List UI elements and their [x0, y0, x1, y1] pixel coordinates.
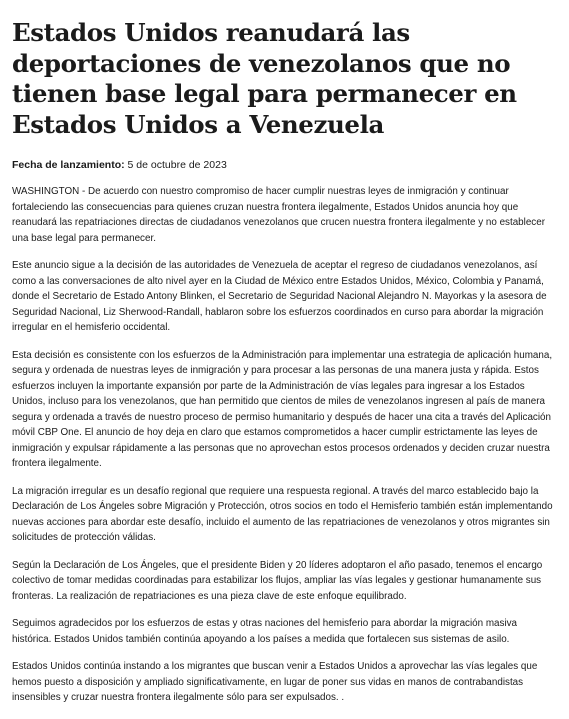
page-title: Estados Unidos reanudará las deportaciones de venezolanos que no tienen base legal para permanecer en Estados Unidos a Venezuela — [12, 18, 517, 139]
paragraph-4: La migración irregular es un desafío regional que requiere una respuesta regional. A través del marco establecido bajo la Declaración de Los Ángeles sobre Migración y Protección, otros socios en todo el Hemisferio también están implementando nuevas acciones para abordar este desafío, incluido el aumento de las repatriaciones de venezolanos y otros migrantes sin solicitudes de protección válidas. — [12, 485, 553, 543]
paragraph-1: WASHINGTON - De acuerdo con nuestro compromiso de hacer cumplir nuestras leyes de inmigración y continuar fortaleciendo las consecuencias para quienes cruzan nuestra frontera ilegalmente, Estados Unidos anuncia hoy que reanudará las repatriaciones directas de ciudadanos venezolanos que crucen nuestra frontera ilegalmente y no establecer una base legal para permanecer. — [12, 186, 545, 244]
paragraph-7: Estados Unidos continúa instando a los migrantes que buscan venir a Estados Unidos a aprovechar las vías legales que hemos puesto a disposición y ampliado significativamente, en lugar de poner sus vidas en manos de contrabandistas insensibles y cruzar nuestra frontera ilegalmente sólo para ser expulsados. . — [12, 661, 538, 703]
paragraph-5: Según la Declaración de Los Ángeles, que el presidente Biden y 20 líderes adoptaron el año pasado, tenemos el encargo colectivo de tomar medidas coordinadas para estabilizar los flujos, ampliar las vías legales y gestionar humanamente sus fronteras. La realización de repatriaciones es una pieza clave de este enfoque equilibrado. — [12, 559, 543, 602]
article-body — [12, 184, 558, 706]
release-date-line — [12, 158, 558, 172]
release-date-value: 5 de octubre de 2023 — [127, 159, 227, 171]
paragraph-3: Esta decisión es consistente con los esfuerzos de la Administración para implementar una estrategia de aplicación humana, segura y ordenada de nuestras leyes de inmigración y para procesar a las personas de una manera justa y rápida. Estos esfuerzos incluyen la importante expansión por parte de la Administración de vías legales para ingresar a los Estados Unidos, incluso para los venezolanos, que han permitido que cientos de miles de venezolanos ingresen al país de manera segura y ordenada a través de nuestro proceso de permiso humanitario y después de hacer una cita a través del Aplicación móvil CBP One. El anuncio de hoy deja en claro que estamos comprometidos a hacer cumplir estrictamente las leyes de inmigración y expulsar rápidamente a las personas que no aprovechan estos procesos ordenados y deciden cruzar nuestra frontera ilegalmente. — [12, 349, 553, 469]
paragraph-2: Este anuncio sigue a la decisión de las autoridades de Venezuela de aceptar el regreso de ciudadanos venezolanos, así como a las conversaciones de alto nivel ayer en la Ciudad de México entre Estados Unidos, México, Colombia y Panamá, donde el Secretario de Estado Antony Blinken, el Secretario de Seguridad Nacional Alejandro N. Mayorkas y la asesora de Seguridad Nacional, Liz Sherwood-Randall, hablaron sobre los esfuerzos coordinados en curso para abordar la migración irregular en el hemisferio occidental. — [12, 260, 547, 333]
press-release — [12, 18, 558, 718]
paragraph-6: Seguimos agradecidos por los esfuerzos de estas y otras naciones del hemisferio para abordar la migración masiva histórica. Estados Unidos también continúa apoyando a los países a medida que fortalecen sus sistemas de asilo. — [12, 618, 518, 645]
release-date-label: Fecha de lanzamiento: — [12, 159, 125, 171]
